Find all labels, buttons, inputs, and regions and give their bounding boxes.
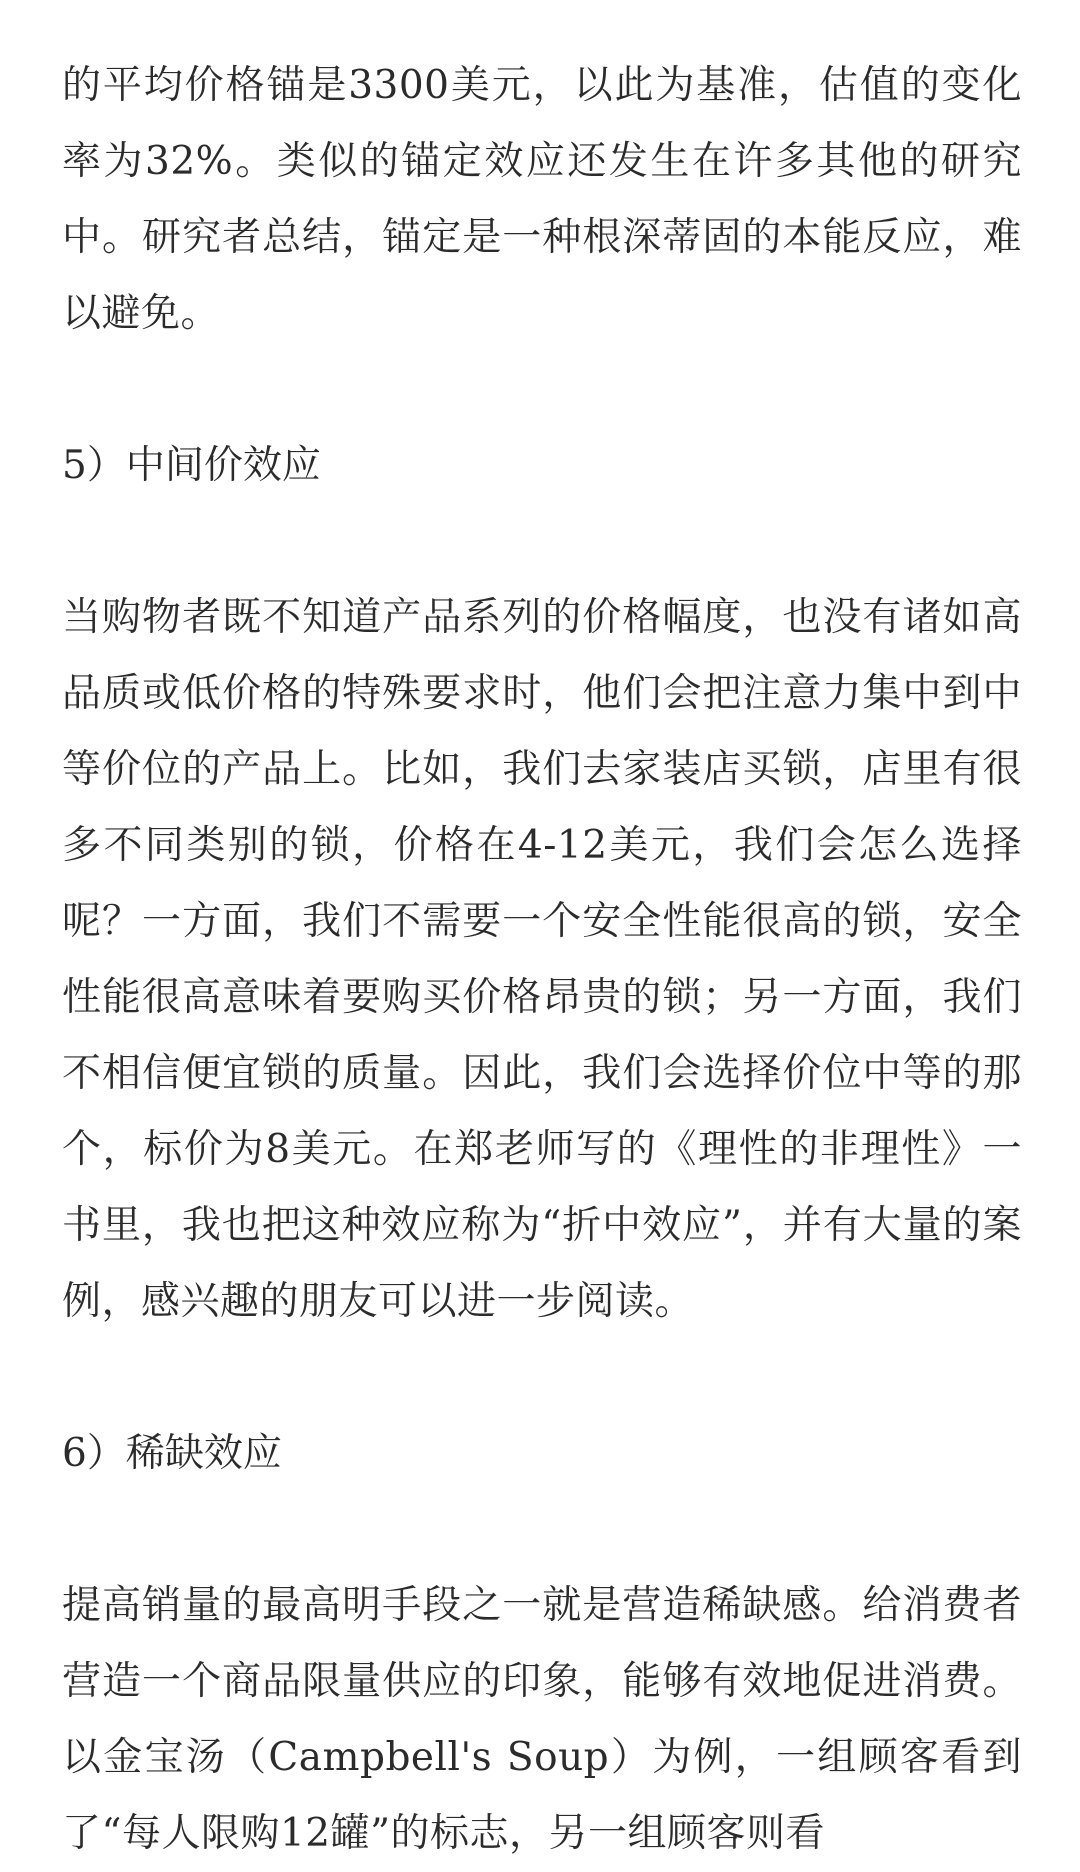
paragraph-spacer bbox=[62, 504, 1022, 580]
paragraph-anchoring-effect: 的平均价格锚是3300美元，以此为基准，估值的变化率为32%。类似的锚定效应还发生在许多其他的研究中。研究者总结，锚定是一种根深蒂固的本能反应，难以避免。 bbox=[62, 63, 1022, 336]
paragraph-spacer bbox=[62, 1492, 1022, 1568]
paragraph-spacer bbox=[62, 352, 1022, 428]
article-body bbox=[62, 48, 1022, 1872]
section-heading-middle-price-effect: 5）中间价效应 bbox=[62, 443, 321, 488]
paragraph-scarcity-effect: 提高销量的最高明手段之一就是营造稀缺感。给消费者营造一个商品限量供应的印象，能够有效地促进消费。以金宝汤（Campbell's Soup）为例，一组顾客看到了“每人限购12罐”的标志，另一组顾客则看 bbox=[62, 1583, 1022, 1856]
paragraph-spacer bbox=[62, 1340, 1022, 1416]
paragraph-middle-price-effect: 当购物者既不知道产品系列的价格幅度，也没有诸如高品质或低价格的特殊要求时，他们会把注意力集中到中等价位的产品上。比如，我们去家装店买锁，店里有很多不同类别的锁，价格在4-12美元，我们会怎么选择呢？一方面，我们不需要一个安全性能很高的锁，安全性能很高意味着要购买价格昂贵的锁；另一方面，我们不相信便宜锁的质量。因此，我们会选择价位中等的那个，标价为8美元。在郑老师写的《理性的非理性》一书里，我也把这种效应称为“折中效应”，并有大量的案例，感兴趣的朋友可以进一步阅读。 bbox=[62, 595, 1022, 1324]
section-heading-scarcity-effect: 6）稀缺效应 bbox=[62, 1431, 282, 1476]
